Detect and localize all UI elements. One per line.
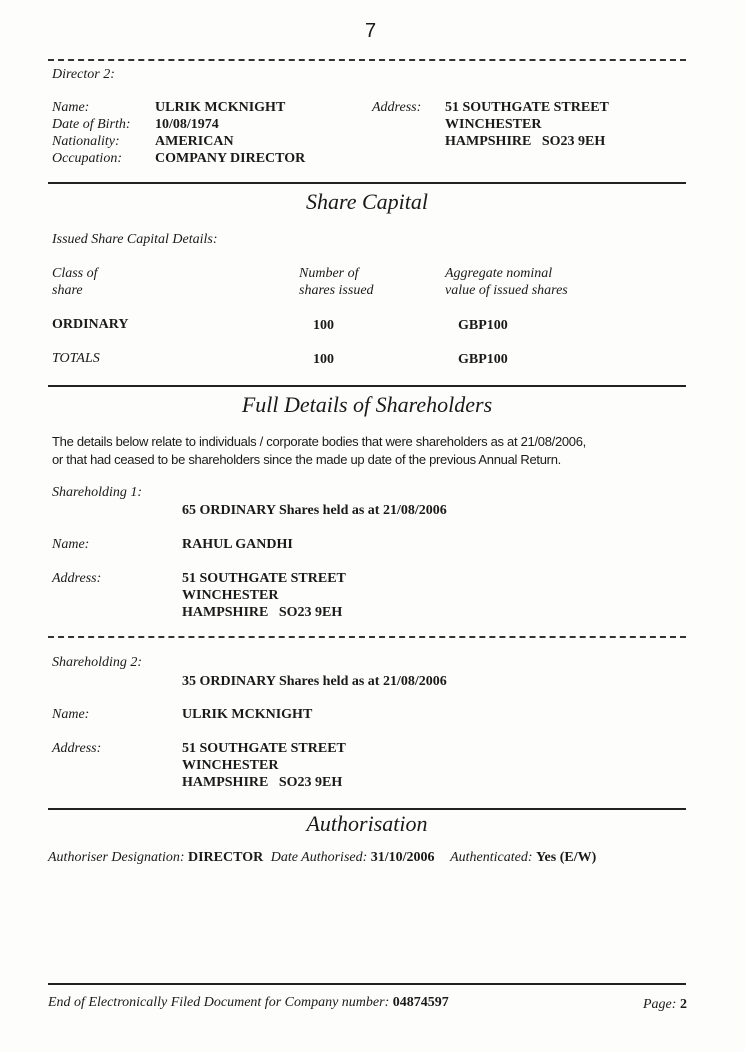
- divider-solid: [48, 983, 686, 985]
- shareholding-shares: 35 ORDINARY Shares held as at 21/08/2006: [182, 674, 447, 689]
- director-address-line1: 51 SOUTHGATE STREET: [445, 100, 609, 115]
- divider-solid: [48, 808, 686, 810]
- page-label: Page:: [643, 997, 677, 1012]
- header-class-line1: Class of: [52, 266, 98, 281]
- director-occupation-label: Occupation:: [52, 151, 122, 166]
- director-dob: 10/08/1974: [155, 117, 219, 132]
- director-occupation: COMPANY DIRECTOR: [155, 151, 306, 166]
- header-number-line2: shares issued: [299, 283, 374, 298]
- divider-dashed: [48, 59, 686, 61]
- director-nationality: AMERICAN: [155, 134, 234, 149]
- director-dob-label: Date of Birth:: [52, 117, 131, 132]
- totals-number: 100: [313, 352, 334, 367]
- shareholding-label: Shareholding 1:: [52, 485, 143, 500]
- designation-value: DIRECTOR: [188, 850, 264, 865]
- shareholder-address-line1: 51 SOUTHGATE STREET: [182, 571, 346, 586]
- page-number: 7: [365, 20, 377, 42]
- share-capital-subtitle: Issued Share Capital Details:: [52, 232, 218, 247]
- divider-solid: [48, 182, 686, 184]
- shareholder-address-line3: HAMPSHIRE SO23 9EH: [182, 605, 343, 620]
- shareholders-title: Full Details of Shareholders: [241, 392, 493, 417]
- shareholder-address-line3: HAMPSHIRE SO23 9EH: [182, 775, 343, 790]
- divider-dashed: [48, 636, 686, 638]
- authorisation-row: [48, 850, 596, 866]
- director-heading: Director 2:: [52, 67, 115, 82]
- header-aggregate-line2: value of issued shares: [445, 283, 568, 298]
- authenticated-label: Authenticated:: [450, 850, 533, 865]
- totals-label: TOTALS: [52, 351, 100, 366]
- shareholder-name-label: Name:: [52, 537, 90, 552]
- director-name-label: Name:: [52, 100, 90, 115]
- page-value: 2: [679, 997, 687, 1012]
- share-capital-title: Share Capital: [305, 189, 429, 214]
- date-authorised-value: 31/10/2006: [370, 850, 435, 865]
- share-row-value: GBP100: [458, 318, 508, 333]
- shareholder-address-label: Address:: [52, 571, 102, 586]
- shareholding-label: Shareholding 2:: [52, 655, 143, 670]
- shareholders-intro-line2: or that had ceased to be shareholders since the made up date of the previous Annual Return.: [52, 452, 561, 467]
- company-number: 04874597: [392, 995, 449, 1010]
- shareholding-shares: 65 ORDINARY Shares held as at 21/08/2006: [182, 503, 447, 518]
- shareholder-address-line2: WINCHESTER: [182, 758, 279, 773]
- director-nationality-label: Nationality:: [52, 134, 120, 149]
- header-aggregate-line1: Aggregate nominal: [445, 266, 553, 281]
- totals-value: GBP100: [458, 352, 508, 367]
- designation-label: Authoriser Designation:: [48, 850, 185, 865]
- header-number-line1: Number of: [299, 266, 359, 281]
- director-address-line3: HAMPSHIRE SO23 9EH: [445, 134, 606, 149]
- authenticated-value: Yes (E/W): [535, 850, 597, 865]
- date-authorised-label: Date Authorised:: [270, 850, 368, 865]
- director-address-label: Address:: [372, 100, 422, 115]
- shareholder-address-label: Address:: [52, 741, 102, 756]
- share-row-class: ORDINARY: [52, 317, 129, 332]
- shareholders-intro-line1: The details below relate to individuals / corporate bodies that were shareholders as at 21/08/2006,: [52, 434, 586, 449]
- shareholder-address-line1: 51 SOUTHGATE STREET: [182, 741, 346, 756]
- director-name: ULRIK MCKNIGHT: [155, 100, 286, 115]
- header-class-line2: share: [52, 283, 83, 298]
- share-row-number: 100: [313, 318, 334, 333]
- shareholder-name-label: Name:: [52, 707, 90, 722]
- director-address-line2: WINCHESTER: [445, 117, 542, 132]
- shareholder-address-line2: WINCHESTER: [182, 588, 279, 603]
- footer: [48, 995, 449, 1011]
- footer-page: [643, 997, 687, 1013]
- divider-solid: [48, 385, 686, 387]
- shareholder-name: ULRIK MCKNIGHT: [182, 707, 313, 722]
- shareholder-name: RAHUL GANDHI: [182, 537, 293, 552]
- footer-text: End of Electronically Filed Document for Company number:: [48, 995, 390, 1010]
- authorisation-title: Authorisation: [306, 811, 428, 836]
